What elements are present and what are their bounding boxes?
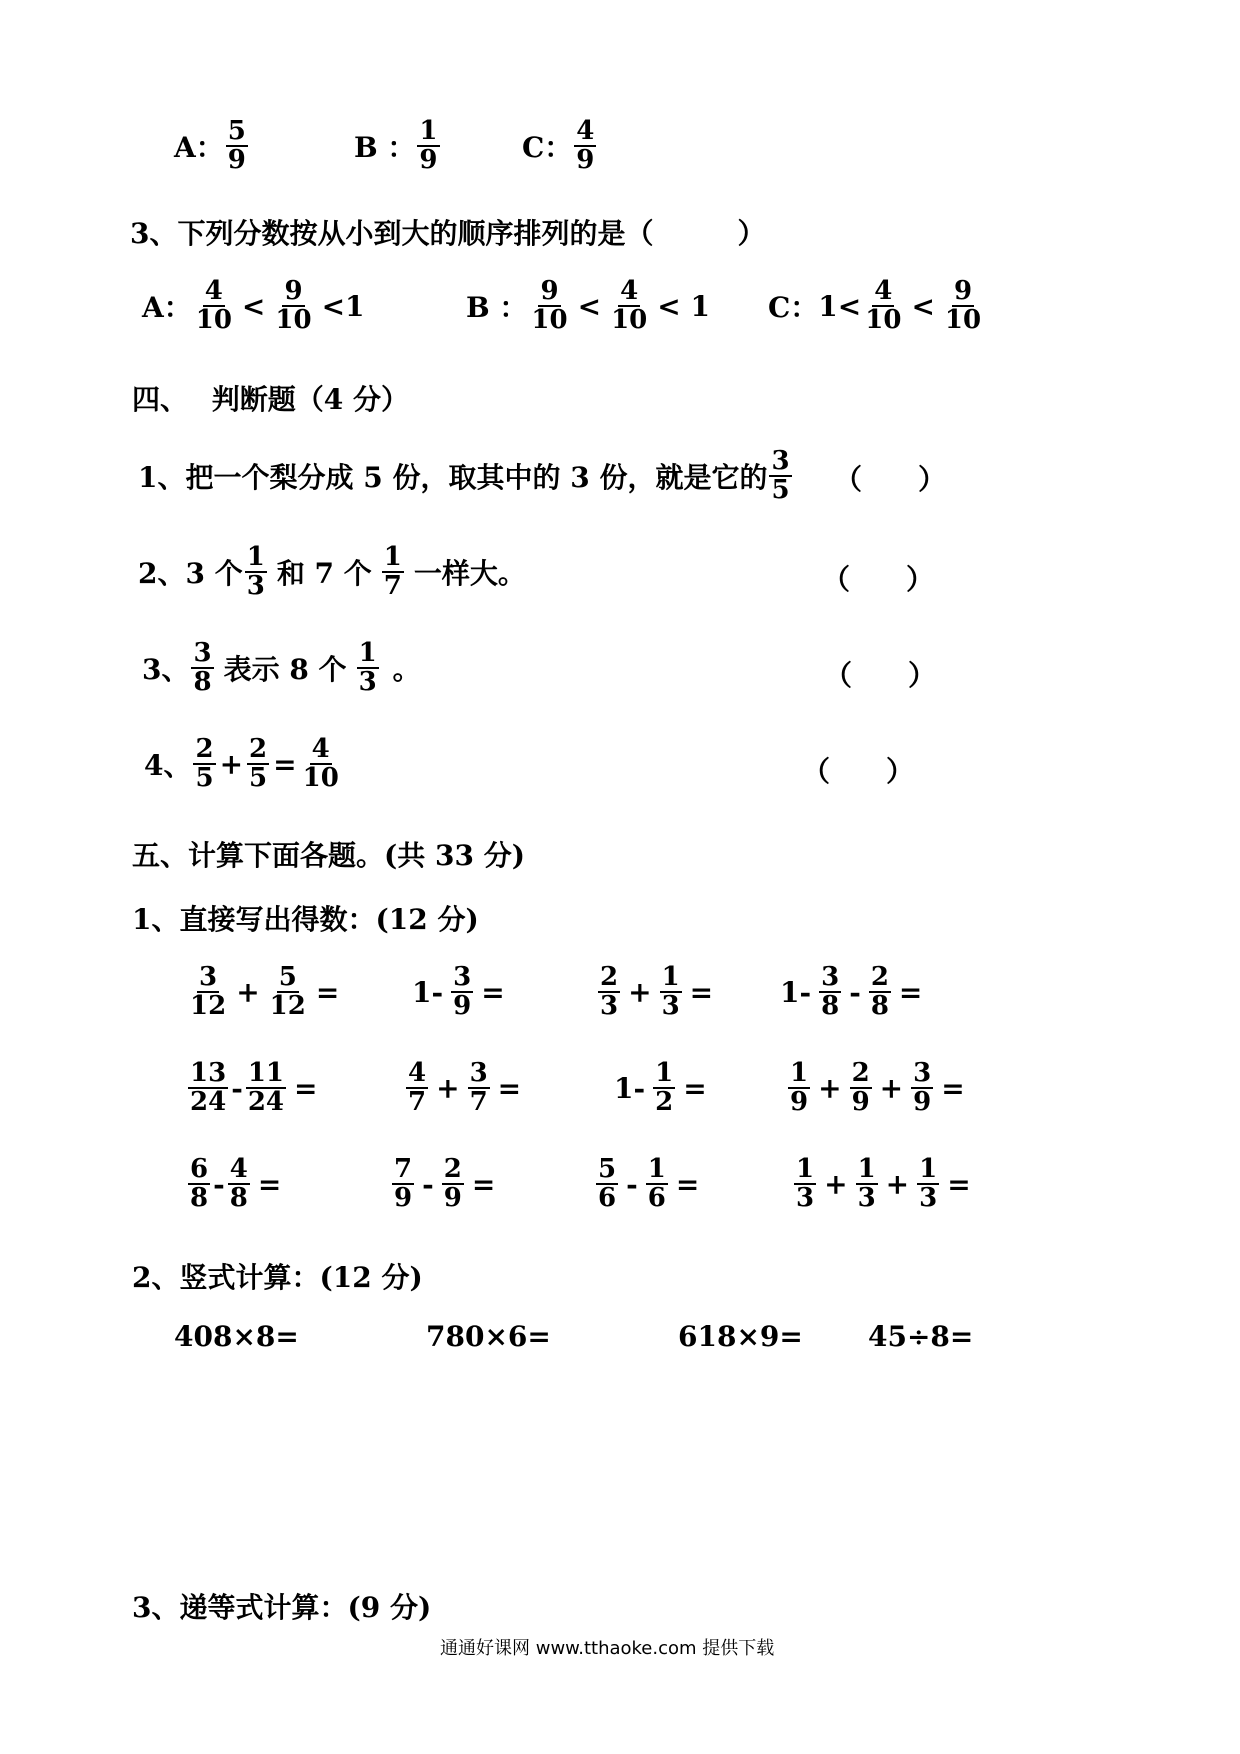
calc-item: 1- $\frac{3}{8}$ - $\frac{2}{8}$ = [780, 962, 923, 1022]
section4-title: 四、 判断题（4 分） [132, 383, 409, 416]
section5-sub3: 3、递等式计算：(9 分) [132, 1591, 432, 1624]
fraction: $\frac{2}{9}$ [851, 1058, 870, 1118]
fraction: $\frac{3}{9}$ [453, 962, 472, 1022]
section5-sub2: 2、竖式计算：(12 分) [132, 1261, 423, 1294]
q2-option-c: C： $\frac{4}{9}$ [522, 116, 595, 176]
fraction: $\frac{7}{9}$ [394, 1154, 413, 1214]
calc-item: $\frac{1}{9}$ + $\frac{2}{9}$ + $\frac{3}{9}$ = [790, 1058, 965, 1118]
fraction: $\frac{3}{5}$ [771, 446, 790, 506]
fraction: $\frac{3}{8}$ [193, 638, 212, 698]
fraction: $\frac{1}{7}$ [383, 542, 402, 602]
q3-option-a: A： $\frac{4}{10}$ < $\frac{9}{10}$ <1 [142, 276, 365, 336]
q2-option-b: B ： $\frac{1}{9}$ [354, 116, 438, 176]
calc-item: $\frac{7}{9}$ - $\frac{2}{9}$ = [394, 1154, 496, 1214]
fraction: $\frac{4}{10}$ [195, 276, 232, 336]
footer-watermark: 通通好课网 www.tthaoke.com 提供下载 [440, 1638, 775, 1659]
answer-parens[interactable]: （ ） [802, 755, 915, 788]
fraction: $\frac{13}{24}$ [190, 1058, 227, 1118]
fraction: $\frac{1}{6}$ [647, 1154, 666, 1214]
fraction: $\frac{11}{24}$ [247, 1058, 284, 1118]
answer-parens[interactable]: （ ） [824, 659, 937, 692]
judge-item-2: 2、3 个 $\frac{1}{3}$ 和 7 个 $\frac{1}{7}$ 一样大。 [138, 542, 526, 602]
fraction: $\frac{4}{8}$ [229, 1154, 248, 1214]
vertical-calc-item: 618×9= [678, 1320, 803, 1353]
fraction: $\frac{1}{9}$ [419, 116, 438, 176]
section5-title: 五、计算下面各题。(共 33 分) [132, 839, 525, 872]
fraction: $\frac{4}{10}$ [611, 276, 648, 336]
fraction: $\frac{4}{9}$ [576, 116, 595, 176]
fraction: $\frac{9}{10}$ [944, 276, 982, 336]
fraction: $\frac{6}{8}$ [190, 1154, 209, 1214]
vertical-calc-item: 45÷8= [868, 1320, 974, 1353]
q2-option-a: A： $\frac{5}{9}$ [174, 116, 246, 176]
judge-item-4: 4、 $\frac{2}{5}$ + $\frac{2}{5}$ = $\frac{4}{10}$ [144, 734, 339, 794]
fraction: $\frac{5}{6}$ [598, 1154, 617, 1214]
fraction: $\frac{2}{3}$ [600, 962, 619, 1022]
fraction: $\frac{2}{9}$ [443, 1154, 462, 1214]
vertical-calc-item: 780×6= [426, 1320, 551, 1353]
fraction: $\frac{5}{12}$ [269, 962, 306, 1022]
fraction: $\frac{9}{10}$ [531, 276, 568, 336]
fraction: $\frac{3}{8}$ [821, 962, 840, 1022]
fraction: $\frac{3}{9}$ [913, 1058, 932, 1118]
q3-option-c: C： 1< $\frac{4}{10}$ < $\frac{9}{10}$ [768, 276, 982, 336]
calc-item: $\frac{13}{24}$ - $\frac{11}{24}$ = [190, 1058, 318, 1118]
fraction: $\frac{5}{9}$ [227, 116, 246, 176]
fraction: $\frac{2}{8}$ [870, 962, 889, 1022]
q3-option-b: B ： $\frac{9}{10}$ < $\frac{4}{10}$ < 1 [466, 276, 710, 336]
vertical-calc-item: 408×8= [174, 1320, 299, 1353]
q3-title: 3、下列分数按从小到大的顺序排列的是（ ） [130, 217, 766, 250]
judge-item-3: 3、 $\frac{3}{8}$ 表示 8 个 $\frac{1}{3}$ 。 [142, 638, 421, 698]
calc-item: 1- $\frac{1}{2}$ = [614, 1058, 707, 1118]
fraction: $\frac{1}{3}$ [796, 1154, 815, 1214]
fraction: $\frac{3}{7}$ [469, 1058, 488, 1118]
fraction: $\frac{1}{9}$ [790, 1058, 809, 1118]
calc-item: $\frac{2}{3}$ + $\frac{1}{3}$ = [600, 962, 714, 1022]
fraction: $\frac{1}{3}$ [358, 638, 377, 698]
fraction: $\frac{1}{3}$ [857, 1154, 876, 1214]
answer-parens[interactable]: （ ） [834, 463, 947, 496]
fraction: $\frac{4}{10}$ [865, 276, 902, 336]
section5-sub1: 1、直接写出得数：(12 分) [132, 903, 479, 936]
fraction: $\frac{9}{10}$ [275, 276, 312, 336]
fraction: $\frac{4}{7}$ [408, 1058, 427, 1118]
fraction: $\frac{1}{2}$ [655, 1058, 674, 1118]
fraction: $\frac{2}{5}$ [195, 734, 214, 794]
judge-item-1: 1、把一个梨分成 5 份，取其中的 3 份，就是它的 $\frac{3}{5}$ [138, 446, 790, 506]
calc-item: $\frac{1}{3}$ + $\frac{1}{3}$ + $\frac{1}{3}$ = [796, 1154, 971, 1214]
fraction: $\frac{1}{3}$ [919, 1154, 938, 1214]
fraction: $\frac{3}{12}$ [190, 962, 227, 1022]
fraction: $\frac{1}{3}$ [661, 962, 680, 1022]
calc-item: $\frac{6}{8}$ - $\frac{4}{8}$ = [190, 1154, 282, 1214]
calc-item: $\frac{3}{12}$ + $\frac{5}{12}$ = [190, 962, 340, 1022]
fraction: $\frac{1}{3}$ [246, 542, 265, 602]
answer-parens[interactable]: （ ） [822, 563, 935, 596]
calc-item: $\frac{5}{6}$ - $\frac{1}{6}$ = [598, 1154, 700, 1214]
calc-item: 1- $\frac{3}{9}$ = [412, 962, 505, 1022]
fraction: $\frac{4}{10}$ [302, 734, 339, 794]
fraction: $\frac{2}{5}$ [249, 734, 268, 794]
calc-item: $\frac{4}{7}$ + $\frac{3}{7}$ = [408, 1058, 522, 1118]
